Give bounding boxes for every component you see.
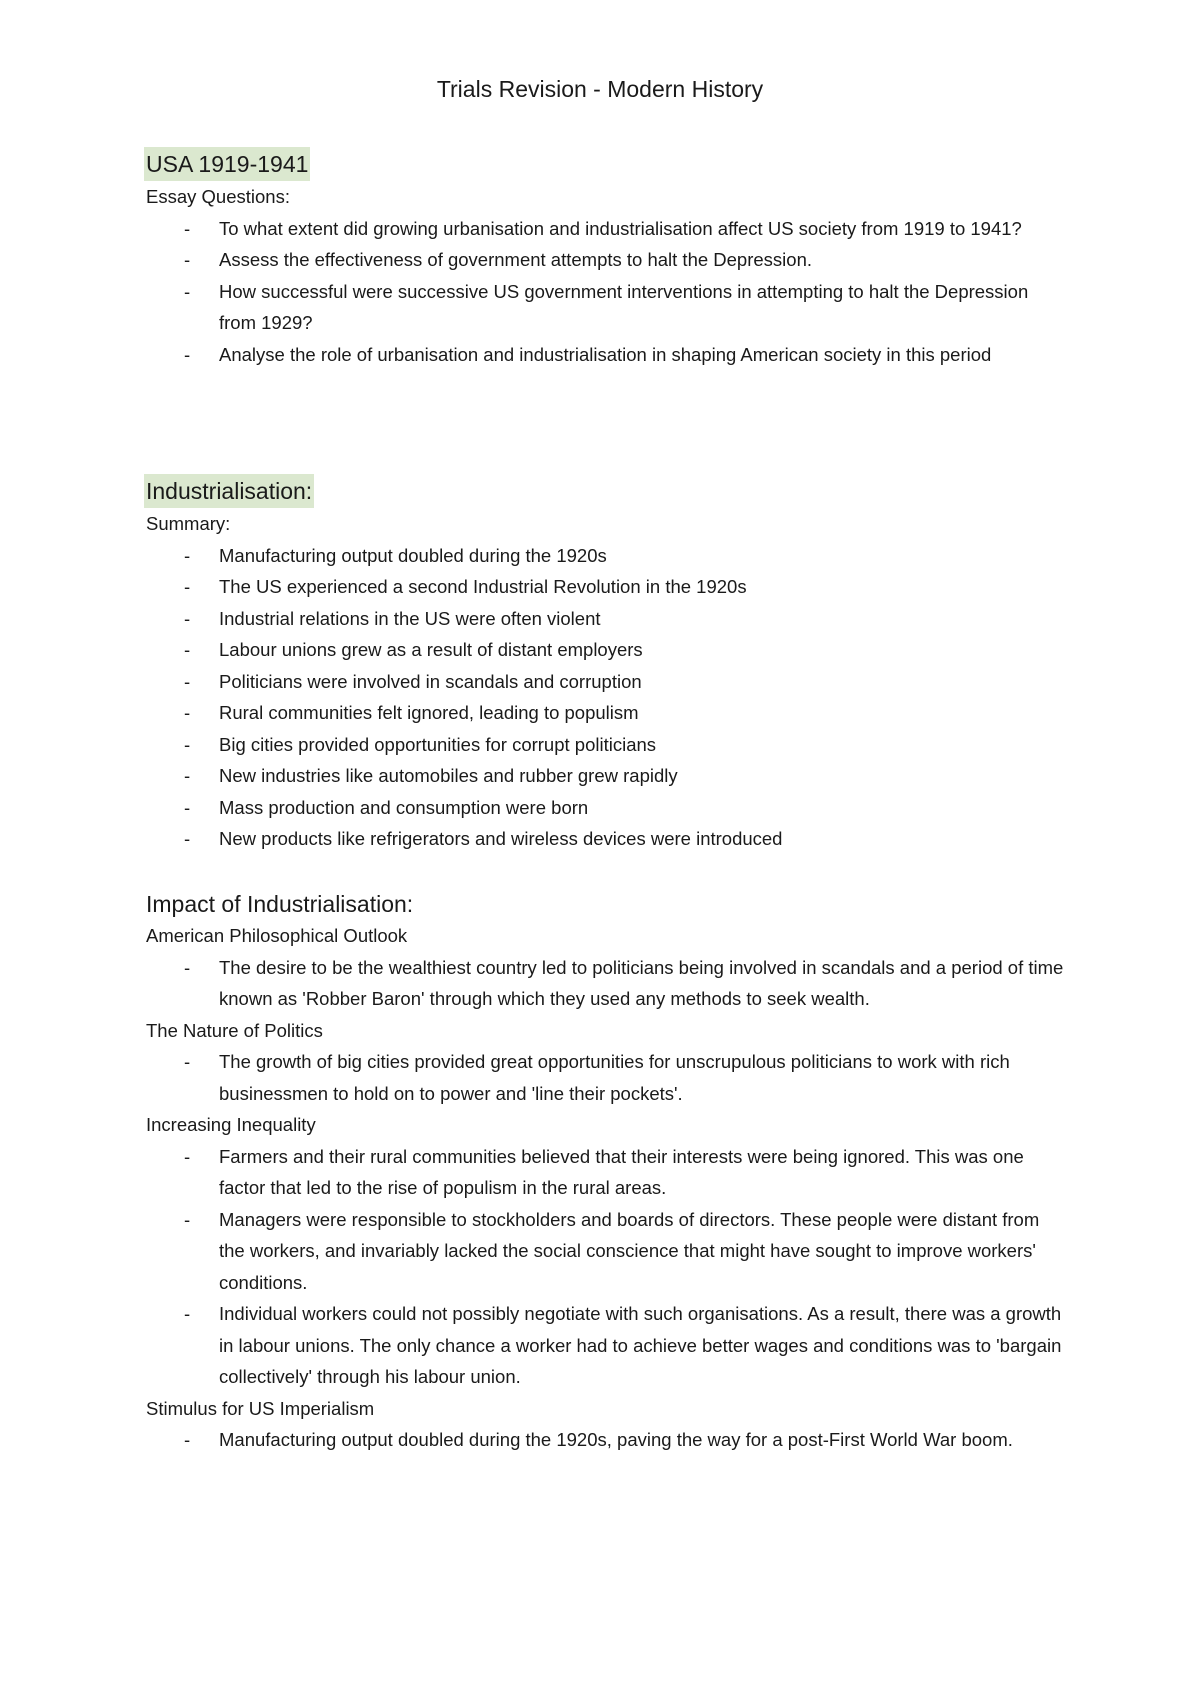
list-item <box>146 540 1066 572</box>
list-item-text: To what extent did growing urbanisation and industrialisation affect US society from 1919 to 1941? <box>219 217 1022 239</box>
list-item-text: The growth of big cities provided great opportunities for unscrupulous politicians to work with rich businessmen to hold on to power and 'line their pockets'. <box>219 1051 1010 1104</box>
summary-list <box>146 540 1066 855</box>
list-item-text: Big cities provided opportunities for corrupt politicians <box>219 733 657 755</box>
group-list <box>146 952 1066 1015</box>
list-item-text: The US experienced a second Industrial Revolution in the 1920s <box>219 576 747 597</box>
list-item <box>146 952 1066 1015</box>
list-item-text: Analyse the role of urbanisation and industrialisation in shaping American society in this period <box>219 343 992 365</box>
list-item <box>146 666 1066 698</box>
dash-bullet-icon: - <box>184 796 191 818</box>
group-list <box>146 1424 1066 1456</box>
document-title: Trials Revision - Modern History <box>436 76 764 102</box>
list-item-text: Farmers and their rural communities believed that their interests were being ignored. This was one factor that led to the rise of populism in the rural areas. <box>219 1145 1024 1198</box>
summary-label: Summary: <box>146 513 231 534</box>
section-industrialisation <box>146 474 1066 855</box>
list-item <box>146 1424 1066 1456</box>
list-item-text: Mass production and consumption were born <box>219 796 589 818</box>
list-item-text: Assess the effectiveness of government attempts to halt the Depression. <box>219 249 813 270</box>
dash-bullet-icon: - <box>184 1145 191 1167</box>
essay-questions-list <box>146 213 1066 371</box>
list-item-text: How successful were successive US government interventions in attempting to halt the Depression from 1929? <box>219 280 1029 333</box>
dash-bullet-icon: - <box>184 576 191 597</box>
group-label: American Philosophical Outlook <box>146 925 408 946</box>
list-item <box>146 276 1066 339</box>
section-impact <box>146 888 1066 1456</box>
dash-bullet-icon: - <box>184 733 191 755</box>
group-label: Stimulus for US Imperialism <box>146 1397 375 1419</box>
dash-bullet-icon: - <box>184 670 191 692</box>
group-label: Increasing Inequality <box>146 1114 316 1135</box>
list-item <box>146 339 1066 371</box>
list-item <box>146 729 1066 761</box>
list-item <box>146 1204 1066 1299</box>
dash-bullet-icon: - <box>184 765 191 786</box>
dash-bullet-icon: - <box>184 544 191 566</box>
dash-bullet-icon: - <box>184 280 191 302</box>
list-item <box>146 213 1066 245</box>
section-usa <box>146 147 1066 370</box>
list-item-text: New industries like automobiles and rubber grew rapidly <box>219 765 678 786</box>
list-item-text: Manufacturing output doubled during the 1920s, paving the way for a post-First World War boom. <box>219 1429 1013 1450</box>
dash-bullet-icon: - <box>184 956 191 978</box>
list-item-text: Industrial relations in the US were often violent <box>219 607 601 629</box>
dash-bullet-icon: - <box>184 607 191 629</box>
dash-bullet-icon: - <box>184 702 191 723</box>
list-item-text: Politicians were involved in scandals and corruption <box>219 670 642 692</box>
group-list <box>146 1046 1066 1109</box>
list-item-text: Manufacturing output doubled during the 1920s <box>219 544 607 566</box>
list-item-text: New products like refrigerators and wireless devices were introduced <box>219 828 783 849</box>
list-item <box>146 1298 1066 1393</box>
list-item <box>146 603 1066 635</box>
section-heading-usa: USA 1919-1941 <box>144 147 310 181</box>
dash-bullet-icon: - <box>184 639 191 660</box>
section-heading-industrialisation: Industrialisation: <box>144 474 314 508</box>
dash-bullet-icon: - <box>184 1208 191 1230</box>
list-item <box>146 1046 1066 1109</box>
list-item <box>146 823 1066 855</box>
dash-bullet-icon: - <box>184 828 191 849</box>
dash-bullet-icon: - <box>184 1303 191 1324</box>
list-item <box>146 1141 1066 1204</box>
list-item <box>146 697 1066 729</box>
list-item <box>146 634 1066 666</box>
dash-bullet-icon: - <box>184 1429 191 1450</box>
dash-bullet-icon: - <box>184 343 191 365</box>
dash-bullet-icon: - <box>184 249 191 270</box>
list-item-text: Managers were responsible to stockholders and boards of directors. These people were distant from the workers, and invariably lacked the social conscience that might have sought to improve workers' conditions. <box>219 1208 1040 1293</box>
group-label: The Nature of Politics <box>146 1019 323 1041</box>
list-item-text: The desire to be the wealthiest country led to politicians being involved in scandals and a period of time known as 'Robber Baron' through which they used any methods to seek wealth. <box>219 956 1064 1009</box>
group-list <box>146 1141 1066 1393</box>
list-item <box>146 792 1066 824</box>
section-heading-impact: Impact of Industrialisation: <box>146 891 414 917</box>
list-item-text: Rural communities felt ignored, leading to populism <box>219 702 639 723</box>
dash-bullet-icon: - <box>184 1051 191 1072</box>
list-item-text: Labour unions grew as a result of distant employers <box>219 639 643 660</box>
list-item <box>146 571 1066 603</box>
dash-bullet-icon: - <box>184 217 191 239</box>
list-item <box>146 244 1066 276</box>
list-item <box>146 760 1066 792</box>
essay-questions-label: Essay Questions: <box>146 186 290 207</box>
list-item-text: Individual workers could not possibly negotiate with such organisations. As a result, there was a growth in labour unions. The only chance a worker had to achieve better wages and conditions was to 'bargain collectively' through his labour union. <box>219 1303 1062 1387</box>
